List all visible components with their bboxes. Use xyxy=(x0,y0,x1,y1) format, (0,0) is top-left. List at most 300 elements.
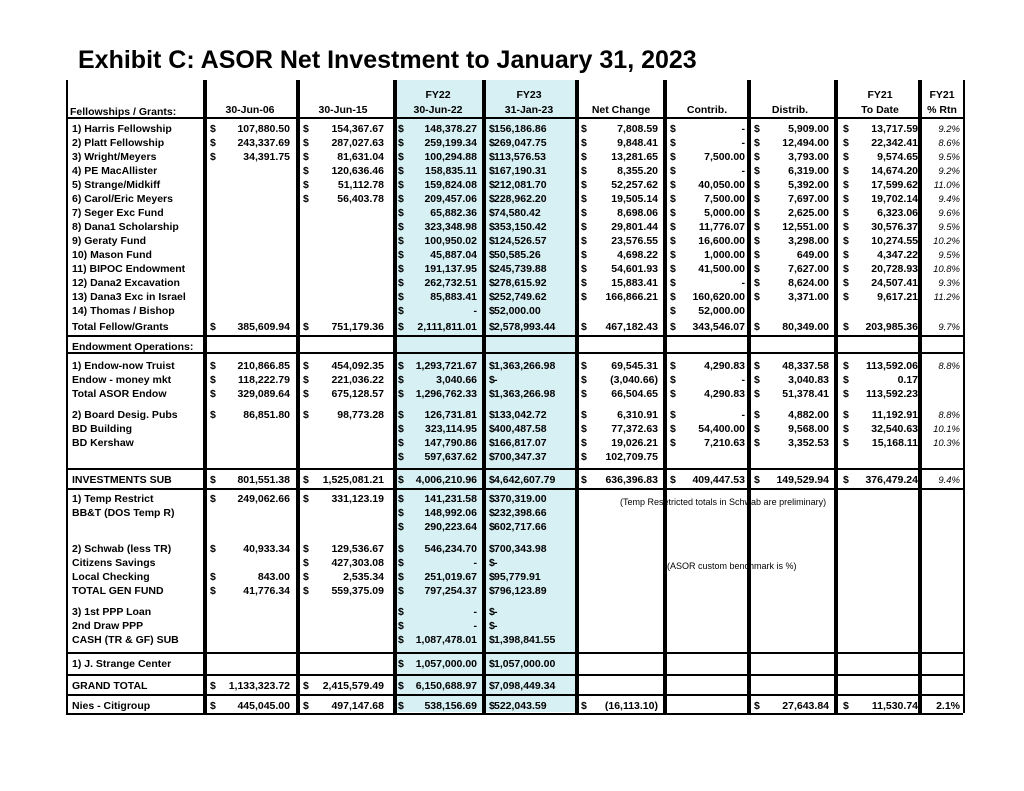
cell-d7: $ xyxy=(754,437,760,449)
row-label: Total ASOR Endow xyxy=(72,388,167,400)
cell-f: - xyxy=(741,123,745,135)
row-label: 8) Dana1 Scholarship xyxy=(72,221,179,233)
cell-d4: $ xyxy=(489,557,495,569)
cell-d1: $ xyxy=(210,137,216,149)
cell-d: 269,047.75 xyxy=(494,137,547,149)
cell-d7: $ xyxy=(754,165,760,177)
cell-d3: $ xyxy=(398,585,404,597)
cell-h: 30,576.37 xyxy=(871,221,918,233)
cell-d8: $ xyxy=(843,321,849,333)
cell-b: 454,092.35 xyxy=(331,360,384,372)
row-label: 13) Dana3 Exc in Israel xyxy=(72,291,186,303)
cell-d4: $ xyxy=(489,193,495,205)
cell-d7: $ xyxy=(754,374,760,386)
cell-d: - xyxy=(494,374,498,386)
cell-d6: $ xyxy=(670,207,676,219)
cell-d7: $ xyxy=(754,423,760,435)
pct-rtn-cell: 9.5% xyxy=(938,222,960,233)
cell-d7: $ xyxy=(754,291,760,303)
cell-c: 100,950.02 xyxy=(424,235,477,247)
cell-c: 159,824.08 xyxy=(424,179,477,191)
cell-d8: $ xyxy=(843,137,849,149)
cell-d5: $ xyxy=(581,207,587,219)
table-row xyxy=(0,494,1024,505)
cell-g: 12,551.00 xyxy=(782,221,829,233)
row-label: 1) Temp Restrict xyxy=(72,493,154,505)
cell-d3: $ xyxy=(398,658,404,670)
cell-d3: $ xyxy=(398,423,404,435)
cell-h: 32,540.63 xyxy=(871,423,918,435)
cell-d1: $ xyxy=(210,123,216,135)
cell-a: 843.00 xyxy=(257,571,290,583)
cell-d: 52,000.00 xyxy=(494,305,541,317)
cell-d3: $ xyxy=(398,249,404,261)
cell-d4: $ xyxy=(489,235,495,247)
cell-d4: $ xyxy=(489,423,495,435)
cell-g: 5,392.00 xyxy=(788,179,829,191)
row-label: 2) Board Desig. Pubs xyxy=(72,409,178,421)
cell-d: 232,398.66 xyxy=(494,507,547,519)
row-label: 1) Harris Fellowship xyxy=(72,123,172,135)
cell-e: 77,372.63 xyxy=(611,423,658,435)
cell-d8: $ xyxy=(843,474,849,486)
cell-c: 191,137.95 xyxy=(424,263,477,275)
cell-c: 538,156.69 xyxy=(424,700,477,712)
row-label: 2) Schwab (less TR) xyxy=(72,543,172,555)
cell-d5: $ xyxy=(581,249,587,261)
row-label: TOTAL GEN FUND xyxy=(72,585,164,597)
cell-c: 85,883.41 xyxy=(430,291,477,303)
cell-d6: $ xyxy=(670,437,676,449)
cell-d7: $ xyxy=(754,193,760,205)
cell-d8: $ xyxy=(843,374,849,386)
cell-d8: $ xyxy=(843,437,849,449)
cell-b: 81,631.04 xyxy=(337,151,384,163)
cell-b: 98,773.28 xyxy=(337,409,384,421)
cell-d3: $ xyxy=(398,521,404,533)
table-row xyxy=(0,438,1024,449)
cell-d: 1,363,266.98 xyxy=(494,388,556,400)
table-row xyxy=(0,292,1024,303)
temp-restricted-note: (Temp Resetricted totals in Schwab are preliminary) xyxy=(620,497,827,507)
grid-hline xyxy=(66,652,963,654)
cell-d8: $ xyxy=(843,263,849,275)
cell-a: 86,851.80 xyxy=(243,409,290,421)
cell-d3: $ xyxy=(398,207,404,219)
table-row xyxy=(0,375,1024,386)
cell-d6: $ xyxy=(670,474,676,486)
cell-f: 7,210.63 xyxy=(704,437,745,449)
header-30-jun-06: 30-Jun-06 xyxy=(225,104,275,116)
cell-d6: $ xyxy=(670,321,676,333)
cell-a: 210,866.85 xyxy=(237,360,290,372)
cell-c: 597,637.62 xyxy=(424,451,477,463)
cell-f: 41,500.00 xyxy=(698,263,745,275)
cell-d1: $ xyxy=(210,360,216,372)
cell-d4: $ xyxy=(489,507,495,519)
cell-d8: $ xyxy=(843,388,849,400)
cell-d4: $ xyxy=(489,374,495,386)
cell-c: 1,293,721.67 xyxy=(415,360,477,372)
cell-c: 1,087,478.01 xyxy=(415,634,477,646)
cell-d7: $ xyxy=(754,137,760,149)
cell-d3: $ xyxy=(398,321,404,333)
cell-f: 16,600.00 xyxy=(698,235,745,247)
cell-d7: $ xyxy=(754,179,760,191)
pct-rtn-cell: 11.0% xyxy=(933,180,960,191)
row-label: 7) Seger Exc Fund xyxy=(72,207,164,219)
header-31-jan-23: 31-Jan-23 xyxy=(504,104,554,116)
cell-f: 343,546.07 xyxy=(692,321,745,333)
grid-vline xyxy=(395,80,397,713)
nies-row xyxy=(0,701,1024,712)
cell-e: 166,866.21 xyxy=(605,291,658,303)
grid-hline xyxy=(66,694,963,696)
cell-g: 8,624.00 xyxy=(788,277,829,289)
cell-d6: $ xyxy=(670,277,676,289)
cell-d3: $ xyxy=(398,409,404,421)
pct-rtn-cell: 9.2% xyxy=(938,166,960,177)
cell-c: 2,111,811.01 xyxy=(417,321,477,333)
cell-e: 29,801.44 xyxy=(611,221,658,233)
cell-a: 243,337.69 xyxy=(237,137,290,149)
cell-d: 124,526.57 xyxy=(494,235,547,247)
cell-c: 147,790.86 xyxy=(424,437,477,449)
cell-d4: $ xyxy=(489,409,495,421)
cell-d1: $ xyxy=(210,388,216,400)
cell-d3: $ xyxy=(398,123,404,135)
cell-g: 48,337.58 xyxy=(782,360,829,372)
cell-c: - xyxy=(473,606,477,618)
cell-d7: $ xyxy=(754,123,760,135)
cell-f: 54,400.00 xyxy=(698,423,745,435)
grid-vline xyxy=(963,80,965,713)
header-fy21-a: FY21 xyxy=(867,89,893,101)
cell-c: - xyxy=(473,305,477,317)
cell-d3: $ xyxy=(398,507,404,519)
cell-d2: $ xyxy=(303,165,309,177)
cell-d6: $ xyxy=(670,165,676,177)
cell-d8: $ xyxy=(843,179,849,191)
cell-b: 427,303.08 xyxy=(331,557,384,569)
cell-d1: $ xyxy=(210,474,216,486)
cell-d4: $ xyxy=(489,451,495,463)
header-net-change: Net Change xyxy=(591,104,651,116)
cell-d3: $ xyxy=(398,620,404,632)
cell-d3: $ xyxy=(398,235,404,247)
cell-h: 15,168.11 xyxy=(871,437,918,449)
cell-c: 1,057,000.00 xyxy=(415,658,477,670)
pct-rtn-cell: 9.2% xyxy=(938,124,960,135)
row-label: Total Fellow/Grants xyxy=(72,321,169,333)
table-row xyxy=(0,306,1024,317)
cell-a: 34,391.75 xyxy=(243,151,290,163)
cell-c: 1,296,762.33 xyxy=(415,388,477,400)
row-label: GRAND TOTAL xyxy=(72,680,148,692)
cell-d8: $ xyxy=(843,700,849,712)
cell-d5: $ xyxy=(581,437,587,449)
cell-g: 7,627.00 xyxy=(788,263,829,275)
table-row xyxy=(0,681,1024,692)
table-row xyxy=(0,138,1024,149)
cell-d6: $ xyxy=(670,291,676,303)
cell-d6: $ xyxy=(670,423,676,435)
cell-d4: $ xyxy=(489,123,495,135)
cell-b: 221,036.22 xyxy=(331,374,384,386)
cell-g: 3,298.00 xyxy=(788,235,829,247)
grid-vline xyxy=(749,80,751,713)
table-row xyxy=(0,452,1024,463)
cell-d5: $ xyxy=(581,221,587,233)
cell-d5: $ xyxy=(581,179,587,191)
cell-d1: $ xyxy=(210,374,216,386)
cell-d: 1,057,000.00 xyxy=(494,658,556,670)
grid-vline xyxy=(920,80,922,713)
cell-g: 3,352.53 xyxy=(788,437,829,449)
row-label: 3) Wright/Meyers xyxy=(72,151,157,163)
row-label: 1) J. Strange Center xyxy=(72,658,172,670)
cell-d5: $ xyxy=(581,137,587,149)
cell-e: 19,505.14 xyxy=(611,193,658,205)
cell-d4: $ xyxy=(489,321,495,333)
cell-d3: $ xyxy=(398,680,404,692)
benchmark-note: (ASOR custom benchmark is %) xyxy=(667,561,797,571)
cell-d1: $ xyxy=(210,543,216,555)
table-row xyxy=(0,572,1024,583)
cell-d8: $ xyxy=(843,360,849,372)
cell-d3: $ xyxy=(398,193,404,205)
cell-d3: $ xyxy=(398,700,404,712)
cell-f: - xyxy=(741,277,745,289)
cell-c: - xyxy=(473,620,477,632)
cell-d: 95,779.91 xyxy=(494,571,541,583)
cell-d5: $ xyxy=(581,193,587,205)
cell-c: 100,294.88 xyxy=(424,151,477,163)
cell-d4: $ xyxy=(489,658,495,670)
cell-d3: $ xyxy=(398,221,404,233)
row-label: 5) Strange/Midkiff xyxy=(72,179,161,191)
cell-d4: $ xyxy=(489,305,495,317)
cell-d3: $ xyxy=(398,493,404,505)
cell-c: 323,114.95 xyxy=(425,423,477,435)
cell-c: 6,150,688.97 xyxy=(415,680,477,692)
cell-d8: $ xyxy=(843,193,849,205)
cell-h: 10,274.55 xyxy=(871,235,918,247)
header-30-jun-22: 30-Jun-22 xyxy=(413,104,463,116)
table-row xyxy=(0,558,1024,569)
cell-d8: $ xyxy=(843,291,849,303)
cell-g: 5,909.00 xyxy=(788,123,829,135)
cell-c: 262,732.51 xyxy=(424,277,477,289)
cell-d2: $ xyxy=(303,700,309,712)
cell-d4: $ xyxy=(489,263,495,275)
cell-b: 497,147.68 xyxy=(331,700,384,712)
cell-d2: $ xyxy=(303,179,309,191)
cell-a: 107,880.50 xyxy=(237,123,290,135)
cell-b: 559,375.09 xyxy=(331,585,384,597)
cell-f: 11,776.07 xyxy=(698,221,745,233)
cell-h: 4,347.22 xyxy=(877,249,918,261)
cell-d4: $ xyxy=(489,179,495,191)
pct-rtn-cell: 11.2% xyxy=(933,292,960,303)
cell-d: 370,319.00 xyxy=(494,493,547,505)
cell-d: 796,123.89 xyxy=(494,585,547,597)
cell-d: 156,186.86 xyxy=(494,123,547,135)
cell-d6: $ xyxy=(670,221,676,233)
cell-d7: $ xyxy=(754,249,760,261)
table-row xyxy=(0,180,1024,191)
row-label: 3) 1st PPP Loan xyxy=(72,606,152,618)
cell-d1: $ xyxy=(210,321,216,333)
header-distrib: Distrib. xyxy=(771,104,809,116)
table-row xyxy=(0,322,1024,333)
cell-d2: $ xyxy=(303,193,309,205)
pct-rtn-cell: 9.5% xyxy=(938,250,960,261)
cell-f: - xyxy=(741,165,745,177)
cell-h: 22,342.41 xyxy=(871,137,918,149)
pct-rtn-cell: 9.4% xyxy=(938,475,960,486)
cell-g: 2,625.00 xyxy=(788,207,829,219)
cell-h: 9,574.65 xyxy=(877,151,918,163)
cell-d2: $ xyxy=(303,474,309,486)
table-row xyxy=(0,166,1024,177)
cell-e: 19,026.21 xyxy=(611,437,658,449)
cell-f: 4,290.83 xyxy=(704,388,745,400)
grid-hline xyxy=(66,674,963,676)
cell-d5: $ xyxy=(581,151,587,163)
cell-g: 80,349.00 xyxy=(782,321,829,333)
row-label: 14) Thomas / Bishop xyxy=(72,305,175,317)
cell-d7: $ xyxy=(754,235,760,247)
section-endowment: Endowment Operations: xyxy=(72,341,194,353)
row-label: 11) BIPOC Endowment xyxy=(72,263,186,275)
pct-rtn-cell: 8.8% xyxy=(938,361,960,372)
cell-e: 9,848.41 xyxy=(617,137,658,149)
table-row xyxy=(0,522,1024,533)
row-label: 4) PE MacAllister xyxy=(72,165,158,177)
cell-d7: $ xyxy=(754,474,760,486)
cell-e: 7,808.59 xyxy=(617,123,658,135)
cell-b: 675,128.57 xyxy=(331,388,384,400)
cell-e: 8,698.06 xyxy=(617,207,658,219)
cell-h: 17,599.62 xyxy=(871,179,918,191)
cell-g: 12,494.00 xyxy=(782,137,829,149)
table-row xyxy=(0,659,1024,670)
cell-d3: $ xyxy=(398,151,404,163)
cell-d7: $ xyxy=(754,700,760,712)
cell-d3: $ xyxy=(398,557,404,569)
cell-d2: $ xyxy=(303,137,309,149)
section-fellowships: Fellowships / Grants: xyxy=(70,106,177,118)
cell-d2: $ xyxy=(303,151,309,163)
cell-d5: $ xyxy=(581,123,587,135)
cell-d: - xyxy=(494,606,498,618)
cell-d4: $ xyxy=(489,521,495,533)
cell-d4: $ xyxy=(489,634,495,646)
grid-vline xyxy=(205,80,207,713)
table-row xyxy=(0,250,1024,261)
row-label: 1) Endow-now Truist xyxy=(72,360,175,372)
cell-d: 278,615.92 xyxy=(494,277,547,289)
cell-h: 9,617.21 xyxy=(877,291,918,303)
cell-d2: $ xyxy=(303,374,309,386)
cell-h: 11,530.74 xyxy=(871,700,918,712)
cell-d2: $ xyxy=(303,388,309,400)
cell-d: 212,081.70 xyxy=(494,179,547,191)
grid-vline xyxy=(298,80,300,713)
cell-b: 2,415,579.49 xyxy=(322,680,384,692)
cell-h: 24,507.41 xyxy=(871,277,918,289)
pct-rtn-cell: 8.6% xyxy=(938,138,960,149)
cell-d6: $ xyxy=(670,179,676,191)
cell-d: 353,150.42 xyxy=(494,221,547,233)
cell-c: 797,254.37 xyxy=(424,585,477,597)
cell-d5: $ xyxy=(581,321,587,333)
cell-a: 445,045.00 xyxy=(237,700,290,712)
cell-f: 409,447.53 xyxy=(692,474,745,486)
cell-d3: $ xyxy=(398,388,404,400)
cell-c: 65,882.36 xyxy=(430,207,477,219)
cell-d4: $ xyxy=(489,291,495,303)
cell-d: 700,343.98 xyxy=(494,543,547,555)
cell-d: 602,717.66 xyxy=(494,521,547,533)
cell-a: 40,933.34 xyxy=(243,543,290,555)
cell-g: 4,882.00 xyxy=(788,409,829,421)
cell-d4: $ xyxy=(489,221,495,233)
cell-d4: $ xyxy=(489,151,495,163)
grid-vline xyxy=(66,80,68,713)
cell-d: 245,739.88 xyxy=(494,263,547,275)
row-label: 12) Dana2 Excavation xyxy=(72,277,180,289)
cell-d7: $ xyxy=(754,221,760,233)
pct-rtn-cell: 10.8% xyxy=(933,264,960,275)
cell-d8: $ xyxy=(843,409,849,421)
cell-d7: $ xyxy=(754,409,760,421)
cell-e: 66,504.65 xyxy=(611,388,658,400)
pct-rtn-cell: 10.3% xyxy=(933,438,960,449)
row-label: INVESTMENTS SUB xyxy=(72,474,172,486)
cell-a: 801,551.38 xyxy=(237,474,290,486)
cell-d1: $ xyxy=(210,409,216,421)
cell-d6: $ xyxy=(670,374,676,386)
pct-rtn-cell: 9.5% xyxy=(938,152,960,163)
row-label: BD Kershaw xyxy=(72,437,134,449)
cell-h: 376,479.24 xyxy=(865,474,918,486)
cell-f: 40,050.00 xyxy=(698,179,745,191)
cell-d6: $ xyxy=(670,263,676,275)
cell-d3: $ xyxy=(398,179,404,191)
cell-f: 5,000.00 xyxy=(704,207,745,219)
grid-vline xyxy=(665,80,667,713)
cell-h: 11,192.91 xyxy=(871,409,918,421)
cell-d1: $ xyxy=(210,493,216,505)
row-label: BD Building xyxy=(72,423,133,435)
cell-c: 45,887.04 xyxy=(430,249,477,261)
cell-d6: $ xyxy=(670,123,676,135)
cell-d5: $ xyxy=(581,291,587,303)
cell-d2: $ xyxy=(303,360,309,372)
cell-d8: $ xyxy=(843,151,849,163)
grid-hline xyxy=(66,468,963,470)
cell-d3: $ xyxy=(398,451,404,463)
cell-g: 149,529.94 xyxy=(776,474,829,486)
cell-d4: $ xyxy=(489,493,495,505)
table-row xyxy=(0,152,1024,163)
cell-c: 148,992.06 xyxy=(424,507,477,519)
cell-d3: $ xyxy=(398,543,404,555)
cell-d3: $ xyxy=(398,263,404,275)
cell-d6: $ xyxy=(670,388,676,400)
